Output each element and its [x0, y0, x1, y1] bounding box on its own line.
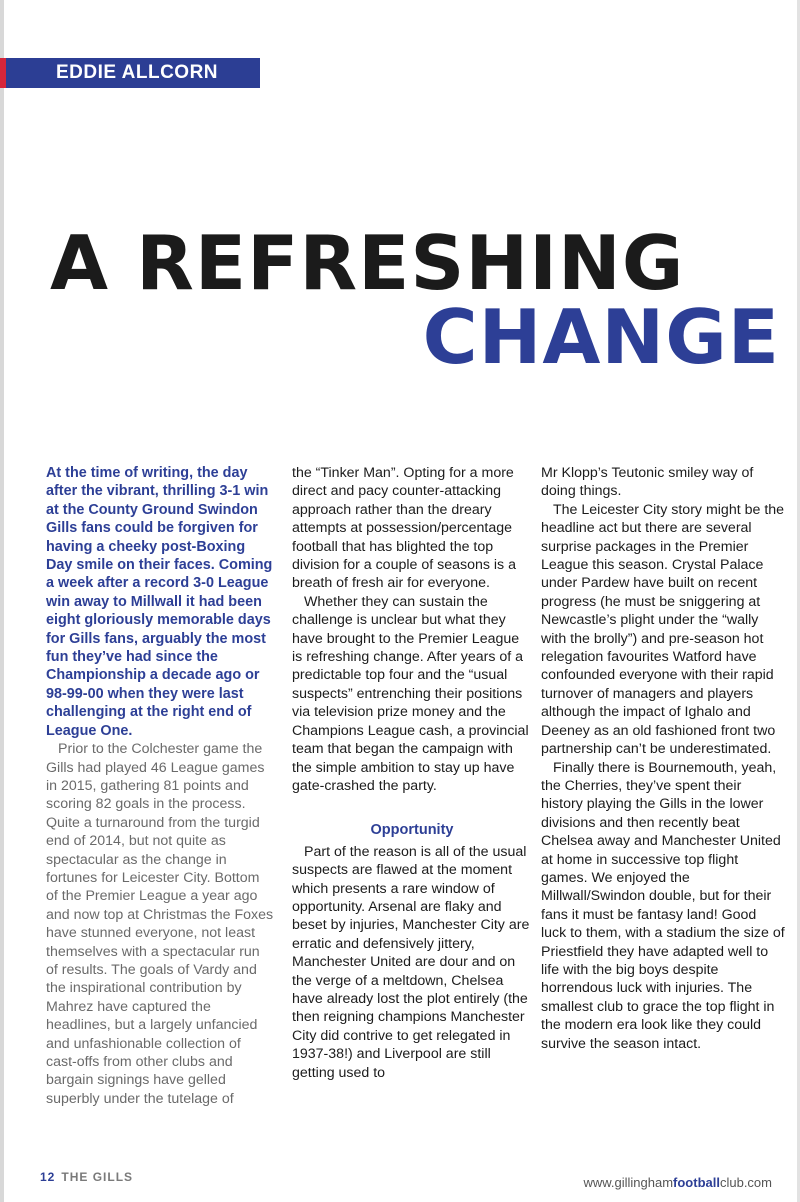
website-suffix: club.com — [719, 1175, 772, 1190]
lead-text: At the time of writing, the day after the vibrant, thrilling 3-1 win at the County Ground Swindon Gills fans could be forgiven for having a cheeky post-Boxing Day smile on their faces. Coming a week after a record 3-0 League win away to Millwall it had been eight gloriously memorable days for Gills fans, arguably the most fun they’ve had since the Championship a decade ago or 98-99-00 when they were last challenging at the right end of League One. — [46, 465, 273, 739]
paragraph-5: The Leicester City story might be the headline act but there are several surprise packages in the Premier League this season. Crystal Palace under Pardew have built on recent progress (he must be sniggering at Newcastle’s plight under the “wally with the brolly”) and pre-season hot relegation favourites Watford have confounded everyone with their rapid turnover of managers and players although the impact of Ighalo and Deeney as an old fashioned front two partnership can’t be underestimated. — [541, 501, 785, 758]
article-column-3 — [541, 464, 785, 1053]
paragraph-3: Whether they can sustain the challenge is unclear but what they have brought to the Premier League is refreshing change. After years of a predictable top four and the “usual suspects” entrenching their positions via television prize money and the Champions League cash, a provincial team that began the campaign with the simple ambition to stay up have gate-crashed the party. — [292, 593, 529, 794]
magazine-name: THE GILLS — [61, 1170, 134, 1184]
author-bar — [6, 58, 260, 88]
article-column-1 — [46, 464, 274, 1108]
article-column-2 — [292, 464, 532, 1082]
subheading-opportunity: Opportunity — [370, 822, 454, 839]
website-bold: football — [673, 1175, 720, 1190]
paragraph-4: Part of the reason is all of the usual suspects are flawed at the moment which presents a rare window of opportunity. Arsenal are flaky and beset by injuries, Manchester City are erratic and defensively jittery, Manchester United are dour and on the verge of a meltdown, Chelsea have already lost the plot entirely (the then reigning champions Manchester City did contrive to get relegated in 1937-38!) and Liverpool are still getting used to — [292, 843, 530, 1081]
page-number: 12 — [40, 1170, 56, 1184]
paragraph-4-continued: Mr Klopp’s Teutonic smiley way of doing things. — [541, 465, 754, 500]
headline-line-1: A REFRESHING — [50, 219, 685, 307]
headline-line-2: CHANGE — [422, 293, 780, 381]
paragraph-2-continued: the “Tinker Man”. Opting for a more direct and pacy counter-attacking approach rather than the dreary attempts at possession/percentage football that has blighted the top division for a couple of seasons is a breath of fresh air for everyone. — [292, 465, 516, 592]
lead-paragraph — [46, 464, 274, 740]
footer-website[interactable] — [583, 1175, 772, 1190]
scan-edge-left — [0, 0, 4, 1202]
paragraph-6: Finally there is Bournemouth, yeah, the Cherries, they’ve spent their history playing the Gills in the lower divisions and then recently beat Chelsea away and Manchester United at home in successive top flight games. We enjoyed the Millwall/Swindon double, but for their fans it must be fantasy land! Good luck to them, with a stadium the size of Priestfield they have adapted well to life with the big boys despite horrendous luck with injuries. The smallest club to grace the top flight in the modern era look like they could survive the season intact. — [541, 759, 785, 1052]
footer-page-info — [40, 1170, 133, 1184]
website-prefix: www.gillingham — [583, 1175, 674, 1190]
paragraph-2: Prior to the Colchester game the Gills had played 46 League games in 2015, gathering 81 points and scoring 82 goals in the process. Quite a turnaround from the turgid end of 2014, but not quite as spectacular as the change in fortunes for Leicester City. Bottom of the Premier League a year ago and now top at Christmas the Foxes have stunned everyone, not least themselves with a spectacular run of results. The goals of Vardy and the inspirational contribution by Mahrez have captured the headlines, but a largely unfancied and unfashionable collection of cast-offs from other clubs and bargain signings have gelled superbly under the tutelage of — [46, 741, 274, 1107]
author-name: EDDIE ALLCORN — [56, 62, 219, 83]
